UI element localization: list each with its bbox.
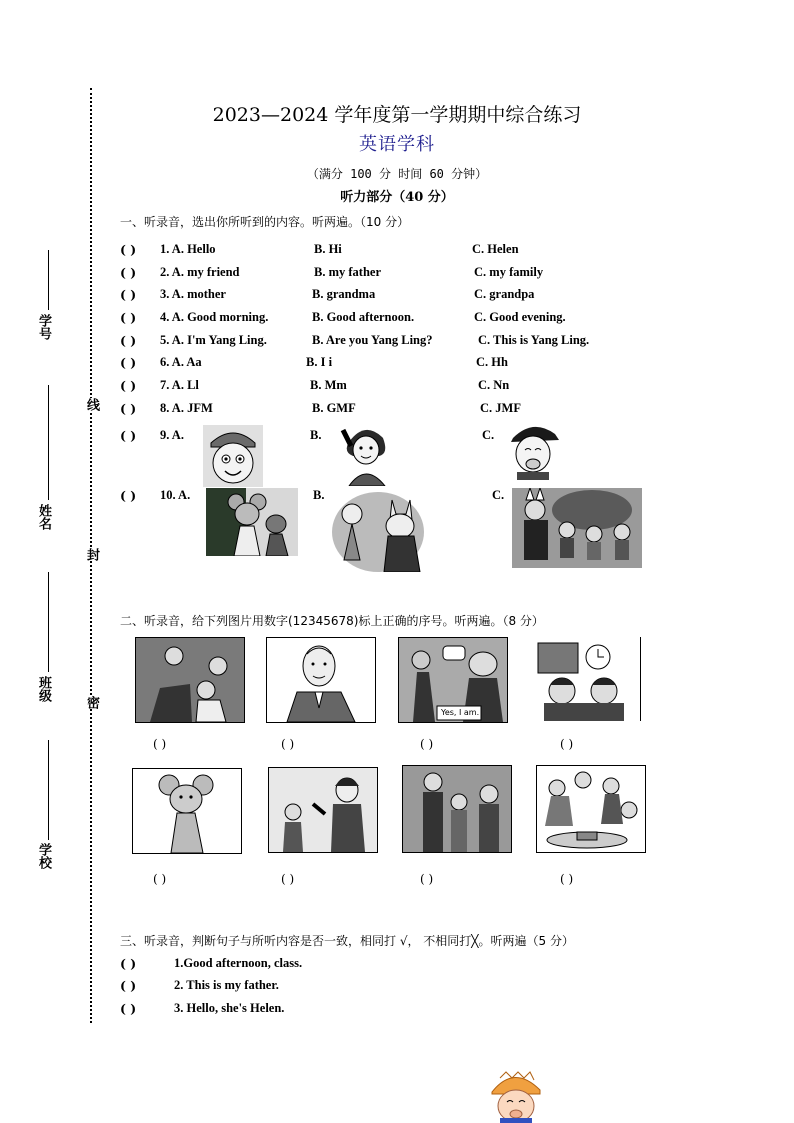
option-c: C. my family — [474, 265, 544, 279]
answer-blank-7[interactable]: ( ) — [420, 872, 434, 886]
student-id-line — [48, 250, 49, 310]
q9-option-b: B. — [310, 428, 322, 442]
boy-face-picture — [203, 425, 263, 487]
picture-6-boy-and-woman — [268, 767, 378, 853]
answer-paren[interactable]: ( ) — [120, 287, 137, 302]
option-b: B. Hi — [314, 242, 342, 256]
option-a: 7. A. Ll — [160, 378, 199, 392]
answer-paren[interactable]: ( ) — [120, 310, 137, 325]
judge-sentence-1: 1.Good afternoon, class. — [174, 956, 303, 970]
school-label: 学校 — [36, 843, 51, 869]
option-b: B. I i — [306, 355, 333, 369]
picture-3-mouse-and-cat — [398, 637, 508, 723]
answer-blank-8[interactable]: ( ) — [560, 872, 574, 886]
option-c: C. Nn — [478, 378, 510, 392]
answer-paren[interactable]: ( ) — [120, 242, 137, 257]
picture-8-picnic — [536, 765, 646, 853]
q10-option-a: 10. A. — [160, 488, 191, 502]
answer-paren[interactable]: ( ) — [120, 378, 137, 393]
seal-char-xian: 线 — [84, 398, 99, 411]
option-c: C. This is Yang Ling. — [478, 333, 590, 347]
q9-option-a: 9. A. — [160, 428, 184, 442]
answer-blank-3[interactable]: ( ) — [420, 737, 434, 751]
answer-paren[interactable]: ( ) — [120, 333, 137, 348]
picture-5-mouse-girl — [132, 768, 242, 854]
option-c: C. Hh — [476, 355, 508, 369]
picture-1-children-playing — [135, 637, 245, 723]
section3-heading: 三、听录音，判断句子与所听内容是否一致，相同打 √， 不相同打╳。听两遍（5 分） — [120, 934, 574, 948]
q10-option-c: C. — [492, 488, 505, 502]
answer-blank-6[interactable]: ( ) — [281, 872, 295, 886]
animals-group-picture — [512, 488, 642, 568]
option-a: 5. A. I'm Yang Ling. — [160, 333, 267, 347]
option-b: B. Are you Yang Ling? — [312, 333, 433, 347]
answer-paren[interactable]: ( ) — [120, 428, 137, 443]
option-b: B. GMF — [312, 401, 356, 415]
cat-and-mouse-picture — [330, 490, 425, 572]
school-line — [48, 740, 49, 840]
answer-paren[interactable]: ( ) — [120, 355, 137, 370]
boy-laughing-picture — [505, 418, 561, 480]
option-a: 2. A. my friend — [160, 265, 240, 279]
student-id-label: 学号 — [36, 314, 51, 340]
speech-yes-i-am: Yes, I am. — [441, 708, 480, 717]
section1-heading: 一、听录音，选出你所听到的内容。听两遍。（10 分） — [120, 215, 410, 229]
option-a: 3. A. mother — [160, 287, 226, 301]
answer-blank-1[interactable]: ( ) — [153, 737, 167, 751]
name-label: 姓名 — [36, 504, 51, 530]
judge-sentence-3: 3. Hello, she's Helen. — [174, 1001, 285, 1015]
option-c: C. JMF — [480, 401, 521, 415]
option-a: 4. A. Good morning. — [160, 310, 269, 324]
q9-option-c: C. — [482, 428, 495, 442]
girl-waving-picture — [335, 422, 397, 486]
picture-2-grandpa — [266, 637, 376, 723]
judge-sentence-2: 2. This is my father. — [174, 978, 279, 992]
option-c: C. Helen — [472, 242, 519, 256]
answer-blank-2[interactable]: ( ) — [281, 737, 295, 751]
judge-paren-1[interactable]: ( ) — [120, 956, 137, 971]
exam-title: 2023—2024 学年度第一学期期中综合练习 — [212, 104, 582, 126]
option-c: C. Good evening. — [474, 310, 566, 324]
seal-char-mi: 密 — [84, 696, 99, 709]
mice-picture — [206, 488, 298, 556]
answer-paren[interactable]: ( ) — [120, 488, 137, 503]
option-a: 8. A. JFM — [160, 401, 213, 415]
option-b: B. my father — [314, 265, 381, 279]
cartoon-boy-decoration — [486, 1070, 546, 1123]
seal-char-feng: 封 — [84, 548, 99, 561]
option-b: B. Mm — [310, 378, 347, 392]
judge-paren-2[interactable]: ( ) — [120, 978, 137, 993]
exam-info: （满分 100 分 时间 60 分钟） — [306, 167, 488, 181]
part-title: 听力部分（40 分） — [340, 190, 454, 205]
picture-7-family — [402, 765, 512, 853]
picture-4-children-clock — [530, 637, 641, 721]
option-c: C. grandpa — [474, 287, 535, 301]
answer-blank-5[interactable]: ( ) — [153, 872, 167, 886]
q10-option-b: B. — [313, 488, 325, 502]
judge-paren-3[interactable]: ( ) — [120, 1001, 137, 1016]
option-b: B. grandma — [312, 287, 376, 301]
answer-blank-4[interactable]: ( ) — [560, 737, 574, 751]
answer-paren[interactable]: ( ) — [120, 265, 137, 280]
answer-paren[interactable]: ( ) — [120, 401, 137, 416]
option-a: 1. A. Hello — [160, 242, 216, 256]
class-label: 班级 — [36, 676, 51, 702]
name-line — [48, 385, 49, 500]
option-a: 6. A. Aa — [160, 355, 202, 369]
section2-heading: 二、听录音，给下列图片用数字(12345678)标上正确的序号。听两遍。（8 分） — [120, 614, 544, 628]
subject-title: 英语学科 — [359, 134, 435, 155]
class-line — [48, 572, 49, 672]
option-b: B. Good afternoon. — [312, 310, 415, 324]
